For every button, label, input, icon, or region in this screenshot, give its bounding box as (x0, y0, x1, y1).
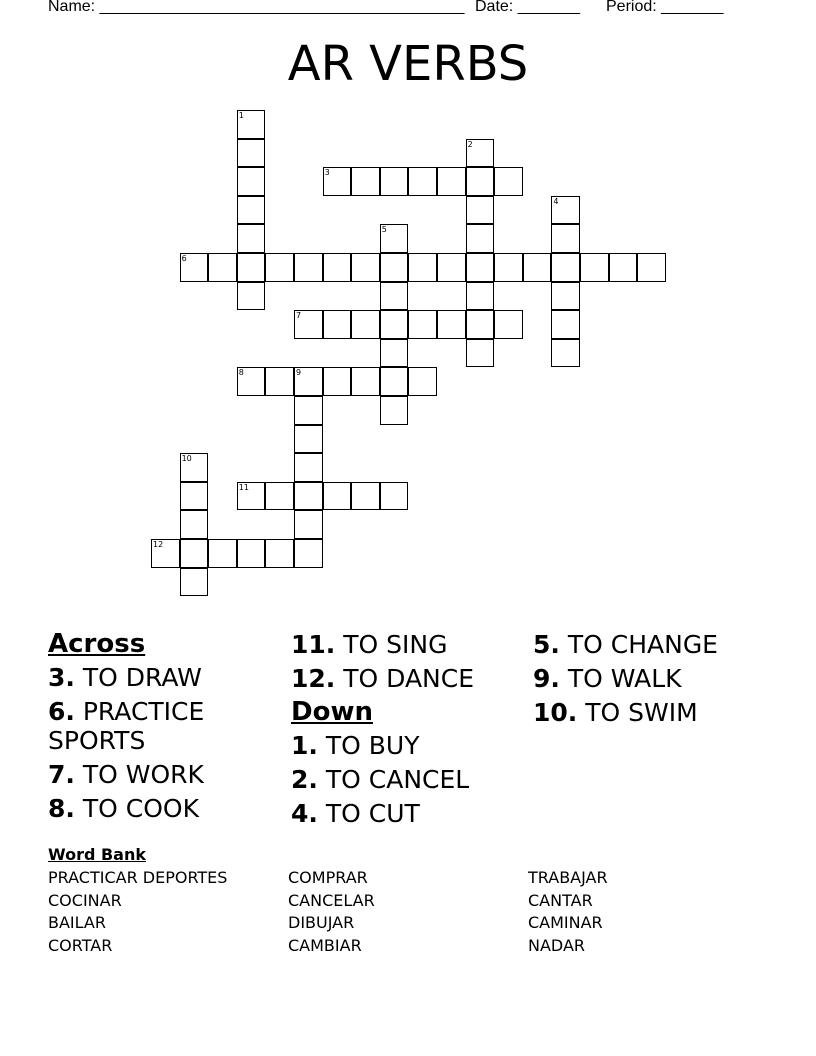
cell-clue-number: 9 (296, 368, 302, 378)
across-heading: Across (48, 629, 146, 659)
clue-number: 4. (291, 799, 318, 828)
crossword-cell[interactable] (408, 253, 437, 282)
clue-text: PRACTICE SPORTS (48, 697, 205, 755)
clue-down-1 (291, 731, 521, 760)
crossword-cell[interactable] (351, 367, 380, 396)
crossword-cell[interactable] (294, 482, 323, 511)
crossword-cell[interactable] (294, 425, 323, 454)
crossword-cell[interactable] (237, 110, 266, 139)
crossword-cell[interactable] (323, 253, 352, 282)
crossword-cell[interactable] (294, 310, 323, 339)
clue-text: TO COOK (82, 794, 199, 823)
clue-text: TO CHANGE (567, 630, 718, 659)
crossword-cell[interactable] (294, 367, 323, 396)
crossword-cell[interactable] (551, 339, 580, 368)
word-bank-column-1 (48, 867, 227, 957)
crossword-cell[interactable] (551, 282, 580, 311)
crossword-cell[interactable] (466, 339, 495, 368)
word-bank-item: CAMBIAR (288, 935, 362, 955)
crossword-cell[interactable] (408, 310, 437, 339)
crossword-cell[interactable] (151, 539, 180, 568)
crossword-cell[interactable] (380, 482, 409, 511)
crossword-cell[interactable] (351, 482, 380, 511)
clue-across-7 (48, 760, 278, 789)
crossword-cell[interactable] (380, 253, 409, 282)
crossword-cell[interactable] (294, 539, 323, 568)
crossword-cell[interactable] (551, 224, 580, 253)
crossword-cell[interactable] (237, 282, 266, 311)
clues-column-1 (48, 630, 278, 828)
crossword-cell[interactable] (180, 510, 209, 539)
crossword-cell[interactable] (609, 253, 638, 282)
crossword-cell[interactable] (237, 224, 266, 253)
crossword-cell[interactable] (466, 139, 495, 168)
crossword-cell[interactable] (551, 310, 580, 339)
cell-clue-number: 5 (381, 225, 387, 235)
crossword-cell[interactable] (237, 482, 266, 511)
crossword-cell[interactable] (208, 539, 237, 568)
crossword-cell[interactable] (466, 310, 495, 339)
crossword-cell[interactable] (494, 167, 523, 196)
clue-text: TO BUY (325, 731, 420, 760)
crossword-cell[interactable] (323, 167, 352, 196)
crossword-cell[interactable] (437, 310, 466, 339)
crossword-cell[interactable] (180, 568, 209, 597)
page-title: AR VERBS (287, 36, 529, 92)
crossword-cell[interactable] (265, 253, 294, 282)
crossword-cell[interactable] (380, 367, 409, 396)
clue-text: TO WORK (82, 760, 204, 789)
clue-text: TO DRAW (82, 663, 202, 692)
cell-clue-number: 6 (181, 254, 187, 263)
name-field-label[interactable]: Name: _________________________________________ (48, 0, 465, 15)
clue-text: TO WALK (567, 664, 682, 693)
crossword-cell[interactable] (408, 167, 437, 196)
word-bank-item: TRABAJAR (528, 868, 608, 887)
cell-clue-number: 4 (553, 196, 559, 206)
cell-clue-number: 2 (467, 139, 473, 149)
crossword-cell[interactable] (551, 253, 580, 282)
cell-clue-number: 10 (181, 454, 192, 464)
word-bank-item: COCINAR (48, 890, 122, 910)
clue-down-9 (533, 664, 773, 693)
crossword-cell[interactable] (323, 310, 352, 339)
crossword-cell[interactable] (180, 253, 209, 282)
crossword-cell[interactable] (466, 253, 495, 282)
clue-text: TO CUT (325, 799, 420, 828)
crossword-cell[interactable] (351, 167, 380, 196)
crossword-cell[interactable] (237, 539, 266, 568)
crossword-cell[interactable] (237, 367, 266, 396)
crossword-cell[interactable] (466, 224, 495, 253)
word-bank-column-2 (288, 867, 375, 957)
crossword-cell[interactable] (408, 367, 437, 396)
crossword-cell[interactable] (180, 539, 209, 568)
clue-number: 12. (291, 664, 336, 693)
clue-down-2 (291, 765, 521, 794)
clue-number: 9. (533, 664, 560, 693)
crossword-cell[interactable] (380, 282, 409, 311)
clue-number: 3. (48, 663, 75, 692)
crossword-cell[interactable] (380, 396, 409, 425)
crossword-cell[interactable] (380, 224, 409, 253)
crossword-cell[interactable] (294, 396, 323, 425)
clue-down-5 (533, 630, 773, 659)
cell-clue-number: 3 (324, 168, 330, 178)
crossword-cell[interactable] (265, 367, 294, 396)
crossword-cell[interactable] (180, 482, 209, 511)
crossword-cell[interactable] (466, 282, 495, 311)
clue-across-12 (291, 664, 521, 693)
crossword-cell[interactable] (323, 367, 352, 396)
crossword-cell[interactable] (437, 253, 466, 282)
crossword-cell[interactable] (265, 482, 294, 511)
crossword-cell[interactable] (294, 253, 323, 282)
clue-across-3 (48, 663, 278, 692)
clue-number: 5. (533, 630, 560, 659)
crossword-cell[interactable] (208, 253, 237, 282)
crossword-cell[interactable] (380, 339, 409, 368)
clue-number: 8. (48, 794, 75, 823)
crossword-cell[interactable] (237, 139, 266, 168)
clue-text: TO CANCEL (325, 765, 470, 794)
cell-clue-number: 1 (238, 111, 244, 120)
clue-number: 10. (533, 698, 578, 727)
clue-number: 2. (291, 765, 318, 794)
word-bank-item: BAILAR (48, 913, 106, 932)
crossword-cell[interactable] (294, 510, 323, 539)
crossword-cell[interactable] (294, 453, 323, 482)
crossword-cell[interactable] (523, 253, 552, 282)
clue-across-6 (48, 697, 278, 755)
cell-clue-number: 12 (153, 540, 164, 549)
word-bank-item: PRACTICAR DEPORTES (48, 868, 228, 887)
word-bank-item: CANCELAR (288, 890, 375, 910)
crossword-cell[interactable] (580, 253, 609, 282)
student-info-header (48, 0, 748, 20)
crossword-cell[interactable] (466, 196, 495, 225)
word-bank-item: CAMINAR (528, 913, 603, 932)
cell-clue-number: 8 (238, 368, 244, 378)
crossword-cell[interactable] (380, 167, 409, 196)
clue-across-11 (291, 630, 521, 659)
clue-text: TO DANCE (343, 664, 475, 693)
clue-number: 11. (291, 630, 336, 659)
crossword-cell[interactable] (180, 453, 209, 482)
word-bank-heading: Word Bank (48, 845, 147, 864)
crossword-cell[interactable] (494, 253, 523, 282)
cell-clue-number: 11 (238, 482, 249, 492)
word-bank-item: NADAR (528, 935, 586, 955)
crossword-cell[interactable] (466, 167, 495, 196)
down-heading: Down (291, 697, 373, 727)
cell-clue-number: 7 (296, 311, 302, 321)
word-bank-item: CORTAR (48, 935, 113, 955)
crossword-cell[interactable] (237, 167, 266, 196)
clue-across-8 (48, 794, 278, 823)
clue-down-4 (291, 799, 521, 828)
crossword-cell[interactable] (351, 310, 380, 339)
word-bank-column-3 (528, 867, 608, 957)
clues-column-3 (533, 630, 773, 732)
crossword-cell[interactable] (380, 310, 409, 339)
clue-down-10 (533, 698, 773, 727)
word-bank-item: DIBUJAR (288, 913, 355, 932)
word-bank-item: CANTAR (528, 890, 593, 910)
clue-text: TO SING (343, 630, 448, 659)
clue-number: 6. (48, 697, 75, 726)
crossword-cell[interactable] (237, 253, 266, 282)
crossword-cell[interactable] (265, 539, 294, 568)
crossword-cell[interactable] (637, 253, 666, 282)
word-bank-item: COMPRAR (288, 868, 368, 887)
crossword-cell[interactable] (494, 310, 523, 339)
date-field-label[interactable]: Date: _______ (475, 0, 580, 15)
crossword-cell[interactable] (437, 167, 466, 196)
clues-column-2 (291, 630, 521, 833)
clue-number: 1. (291, 731, 318, 760)
crossword-cell[interactable] (351, 253, 380, 282)
clue-text: TO SWIM (585, 698, 698, 727)
crossword-cell[interactable] (551, 196, 580, 225)
period-field-label[interactable]: Period: _______ (606, 0, 724, 15)
crossword-cell[interactable] (323, 482, 352, 511)
crossword-cell[interactable] (237, 196, 266, 225)
clue-number: 7. (48, 760, 75, 789)
